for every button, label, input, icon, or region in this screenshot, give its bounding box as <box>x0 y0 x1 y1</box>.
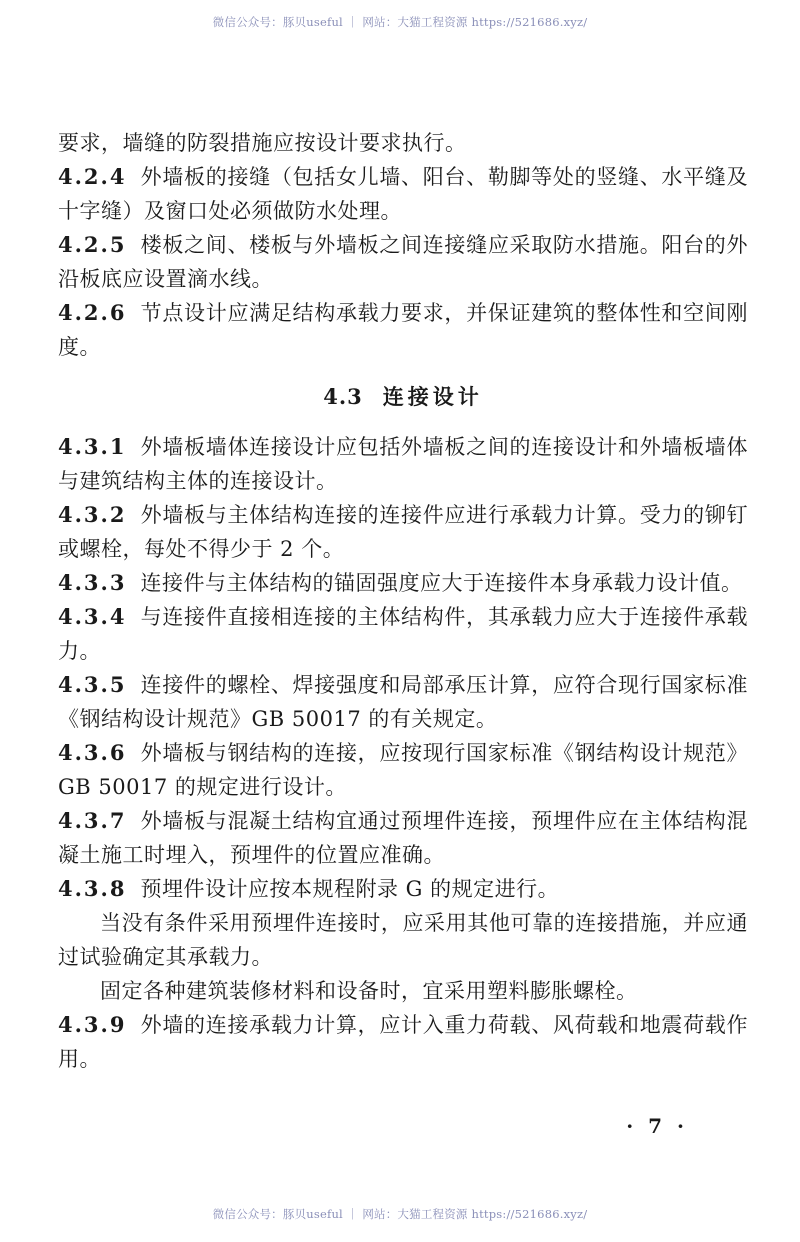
clause-4-3-8-paragraph-2: 固定各种建筑装修材料和设备时，宜采用塑料膨胀螺栓。 <box>100 979 638 1003</box>
clause-number: 4.3.7 <box>58 808 127 833</box>
clause-text: 外墙的连接承载力计算，应计入重力荷载、风荷载和地震荷载作用。 <box>58 1013 748 1071</box>
clause-number: 4.3.9 <box>58 1012 127 1037</box>
clause-4-3-3 <box>58 566 748 600</box>
clause-text: 预埋件设计应按本规程附录 G 的规定进行。 <box>140 877 560 901</box>
clause-4-2-5 <box>58 228 748 296</box>
clause-number: 4.3.8 <box>58 876 127 901</box>
watermark-top: 微信公众号：豚贝useful ｜ 网站：大猫工程资源 https://521686.xyz/ <box>212 15 588 29</box>
clause-number: 4.3.3 <box>58 570 127 595</box>
clause-4-2-6 <box>58 296 748 364</box>
clause-number: 4.3.1 <box>58 434 127 459</box>
section-number: 4.3 <box>323 384 363 409</box>
section-heading <box>58 380 748 414</box>
section-title: 连接设计 <box>382 384 483 409</box>
clause-4-3-2 <box>58 498 748 566</box>
clause-4-3-5 <box>58 668 748 736</box>
document-body <box>58 126 748 1076</box>
page-number: · 7 · <box>626 1114 688 1138</box>
clause-number: 4.3.4 <box>58 604 127 629</box>
watermark-bottom: 微信公众号：豚贝useful ｜ 网站：大猫工程资源 https://521686.xyz/ <box>212 1207 588 1221</box>
clause-text: 外墙板与主体结构连接的连接件应进行承载力计算。受力的铆钉或螺栓，每处不得少于 2 个。 <box>58 503 748 561</box>
clause-number: 4.2.6 <box>58 300 127 325</box>
clause-text: 外墙板墙体连接设计应包括外墙板之间的连接设计和外墙板墙体与建筑结构主体的连接设计。 <box>58 435 748 493</box>
clause-4-3-7 <box>58 804 748 872</box>
clause-text: 连接件的螺栓、焊接强度和局部承压计算，应符合现行国家标准《钢结构设计规范》GB 50017 的有关规定。 <box>58 673 748 731</box>
clause-number: 4.2.4 <box>58 164 127 189</box>
clause-number: 4.2.5 <box>58 232 127 257</box>
clause-text: 外墙板与混凝土结构宜通过预埋件连接，预埋件应在主体结构混凝土施工时埋入，预埋件的位置应准确。 <box>58 809 748 867</box>
clause-text: 与连接件直接相连接的主体结构件，其承载力应大于连接件承载力。 <box>58 605 748 663</box>
clause-number: 4.3.2 <box>58 502 127 527</box>
continuation-text: 要求，墙缝的防裂措施应按设计要求执行。 <box>58 131 467 155</box>
clause-text: 外墙板的接缝（包括女儿墙、阳台、勒脚等处的竖缝、水平缝及十字缝）及窗口处必须做防水处理。 <box>58 165 748 223</box>
clause-4-3-8 <box>58 872 748 906</box>
clause-4-3-4 <box>58 600 748 668</box>
clause-text: 外墙板与钢结构的连接，应按现行国家标准《钢结构设计规范》GB 50017 的规定进行设计。 <box>58 741 748 799</box>
clause-text: 楼板之间、楼板与外墙板之间连接缝应采取防水措施。阳台的外沿板底应设置滴水线。 <box>58 233 748 291</box>
clause-text: 节点设计应满足结构承载力要求，并保证建筑的整体性和空间刚度。 <box>58 301 748 359</box>
clause-4-2-4 <box>58 160 748 228</box>
clause-4-3-6 <box>58 736 748 804</box>
clause-number: 4.3.6 <box>58 740 127 765</box>
clause-number: 4.3.5 <box>58 672 127 697</box>
clause-4-3-8-paragraph-1: 当没有条件采用预埋件连接时，应采用其他可靠的连接措施，并应通过试验确定其承载力。 <box>58 911 748 969</box>
clause-4-3-9 <box>58 1008 748 1076</box>
clause-text: 连接件与主体结构的锚固强度应大于连接件本身承载力设计值。 <box>140 571 743 595</box>
clause-4-3-1 <box>58 430 748 498</box>
